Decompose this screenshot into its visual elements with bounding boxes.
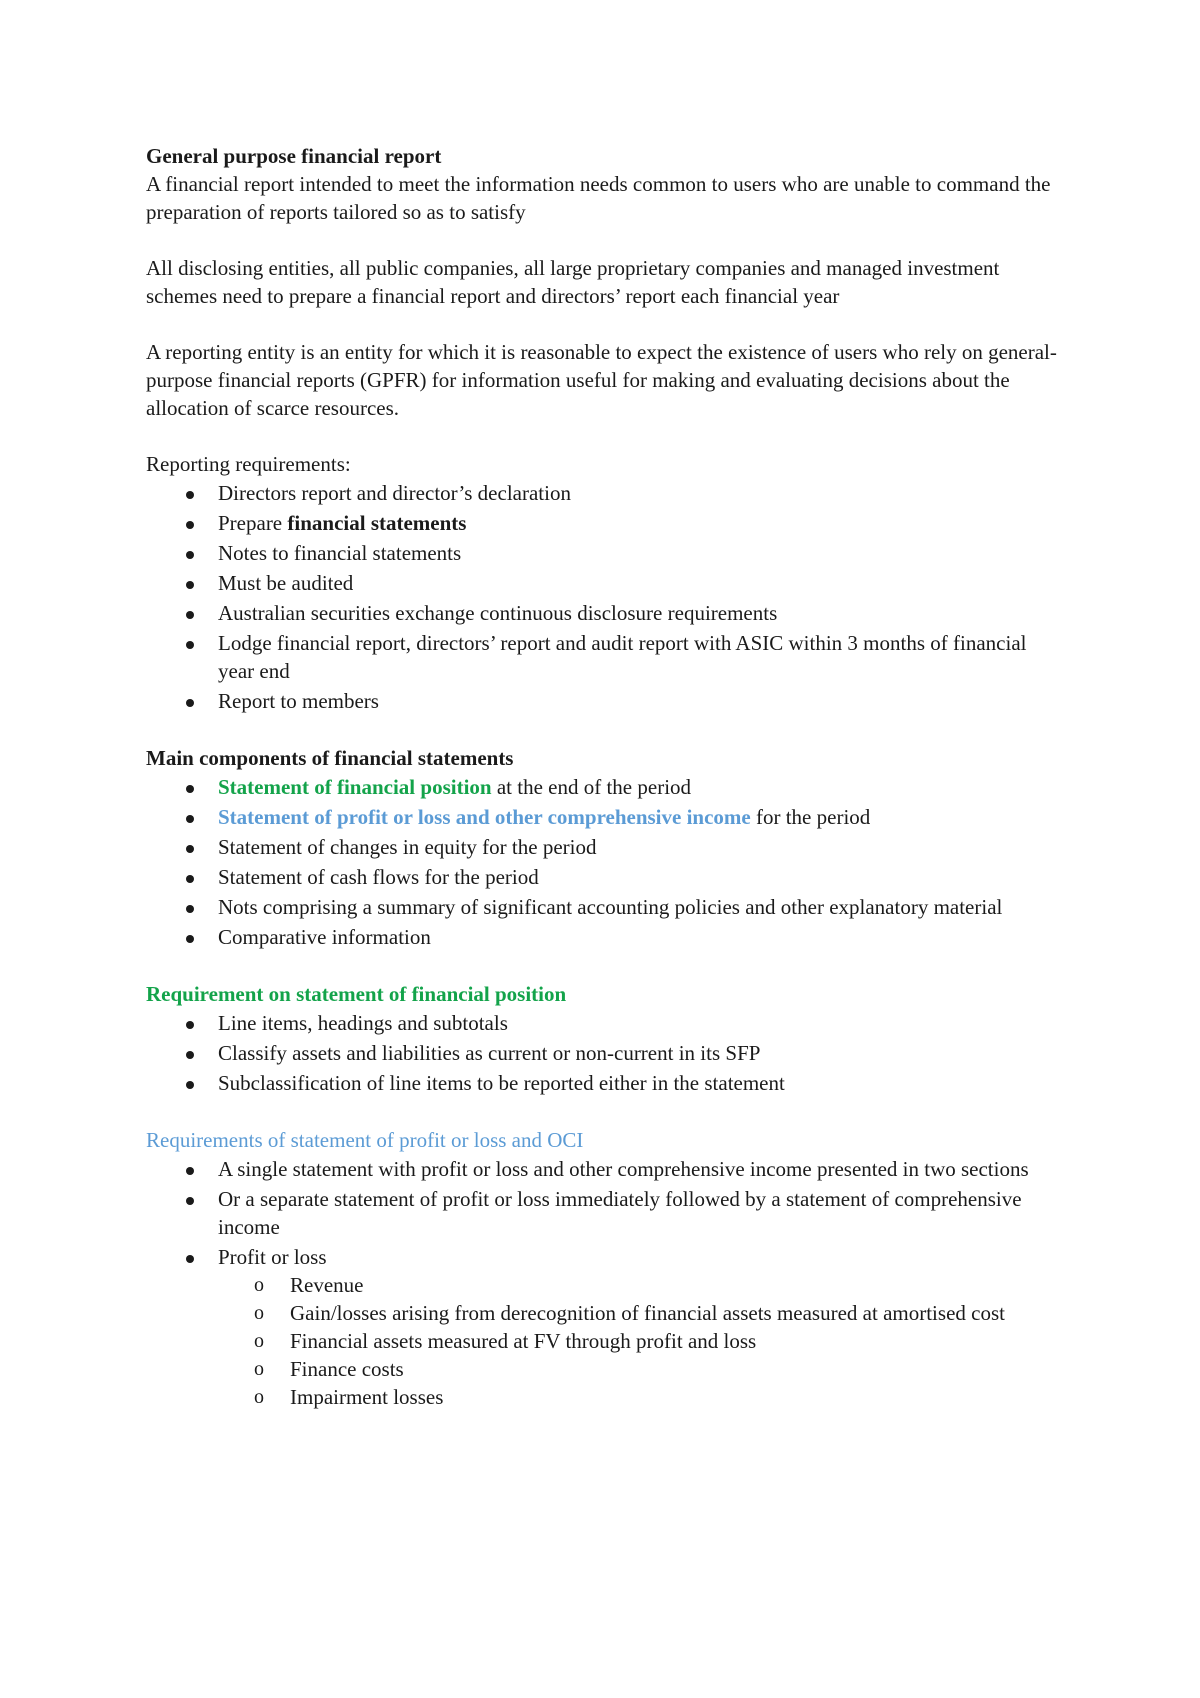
heading-requirement-sfp: Requirement on statement of financial position [146,982,567,1006]
list-item [146,862,1066,892]
circle-bullet-icon: o [254,1358,264,1380]
list-item [146,892,1066,922]
list-item [146,568,1066,598]
bullet-icon [186,1081,194,1089]
heading-requirements-pl-oci: Requirements of statement of profit or loss and OCI [146,1128,584,1152]
bullet-icon [186,785,194,793]
list-item-text: Profit or loss [218,1245,327,1269]
bullet-icon [186,581,194,589]
list-item-text: Prepare [218,511,288,535]
list-item [146,1184,1066,1242]
list-item [146,598,1066,628]
list-item-text: Must be audited [218,571,354,595]
heading-general-purpose-financial-report: General purpose financial report [146,144,442,168]
list-item [146,686,1066,716]
list-item [146,922,1066,952]
list-item-text: Classify assets and liabilities as current or non-current in its SFP [218,1041,761,1065]
bullet-icon [186,1051,194,1059]
sub-list-item [218,1271,1066,1299]
list-item-highlight-blue: Statement of profit or loss and other comprehensive income [218,805,751,829]
list-item [146,538,1066,568]
sub-list-item-text: Financial assets measured at FV through profit and loss [290,1329,757,1353]
list-item-text: Statement of cash flows for the period [218,865,539,889]
list-item-text: A single statement with profit or loss and other comprehensive income presented in two sections [218,1157,1029,1181]
sub-list-item [218,1299,1066,1327]
list-item [146,508,1066,538]
spacer [146,422,1066,450]
list-item [146,1038,1066,1068]
paragraph-definition: A financial report intended to meet the information needs common to users who are unable to command the preparation of reports tailored so as to satisfy [146,172,1051,224]
list-item-text: Nots comprising a summary of significant accounting policies and other explanatory material [218,895,1003,919]
list-item-text: Line items, headings and subtotals [218,1011,508,1035]
bullet-icon [186,491,194,499]
sub-list-item-text: Impairment losses [290,1385,444,1409]
profit-or-loss-sublist [218,1271,1066,1411]
sub-list-item-text: Gain/losses arising from derecognition of financial assets measured at amortised cost [290,1301,1005,1325]
bullet-icon [186,815,194,823]
list-item-text: Or a separate statement of profit or loss immediately followed by a statement of comprehensive income [218,1187,1022,1239]
bullet-icon [186,521,194,529]
circle-bullet-icon: o [254,1274,264,1296]
heading-main-components: Main components of financial statements [146,746,514,770]
bullet-icon [186,1021,194,1029]
sub-list-item-text: Revenue [290,1273,364,1297]
list-item [146,802,1066,832]
bullet-icon [186,875,194,883]
sub-list-item [218,1383,1066,1411]
list-item [146,628,1066,686]
spacer [146,226,1066,254]
sub-list-item [218,1355,1066,1383]
list-item-text: Directors report and director’s declaration [218,481,571,505]
list-item-text: Australian securities exchange continuous disclosure requirements [218,601,778,625]
spacer [146,952,1066,980]
bullet-icon [186,699,194,707]
list-item-text: Comparative information [218,925,431,949]
list-item-text: Report to members [218,689,379,713]
bullet-icon [186,641,194,649]
bullet-icon [186,611,194,619]
list-item [146,1068,1066,1098]
list-item [146,1008,1066,1038]
paragraph-disclosing-entities: All disclosing entities, all public companies, all large proprietary companies and managed investment schemes need to prepare a financial report and directors’ report each financial year [146,256,1000,308]
list-item-text: for the period [750,805,871,829]
requirement-sfp-list [146,1008,1066,1098]
bullet-icon [186,845,194,853]
requirements-pl-oci-list [146,1154,1066,1412]
circle-bullet-icon: o [254,1302,264,1324]
sub-list-item [218,1327,1066,1355]
bullet-icon [186,935,194,943]
list-item [146,832,1066,862]
list-item-text: Subclassification of line items to be reported either in the statement [218,1071,785,1095]
circle-bullet-icon: o [254,1330,264,1352]
reporting-requirements-list [146,478,1066,716]
circle-bullet-icon: o [254,1386,264,1408]
list-item-text: at the end of the period [491,775,692,799]
list-item-bold-text: financial statements [287,511,467,535]
sub-list-item-text: Finance costs [290,1357,404,1381]
bullet-icon [186,1167,194,1175]
list-item [146,1154,1066,1184]
spacer [146,310,1066,338]
list-item [146,1242,1066,1412]
main-components-list [146,772,1066,952]
paragraph-reporting-entity: A reporting entity is an entity for which it is reasonable to expect the existence of users who rely on general-purpose financial reports (GPFR) for information useful for making and evaluating decisions about the allocation of scarce resources. [146,340,1057,420]
bullet-icon [186,551,194,559]
list-item-text: Statement of changes in equity for the period [218,835,597,859]
document-page [146,142,1066,1412]
reporting-requirements-label: Reporting requirements: [146,452,351,476]
list-item-text: Notes to financial statements [218,541,462,565]
list-item-text: Lodge financial report, directors’ report and audit report with ASIC within 3 months of financial year end [218,631,1027,683]
list-item [146,772,1066,802]
list-item-highlight-green: Statement of financial position [218,775,492,799]
bullet-icon [186,1197,194,1205]
bullet-icon [186,1255,194,1263]
spacer [146,716,1066,744]
list-item [146,478,1066,508]
spacer [146,1098,1066,1126]
bullet-icon [186,905,194,913]
